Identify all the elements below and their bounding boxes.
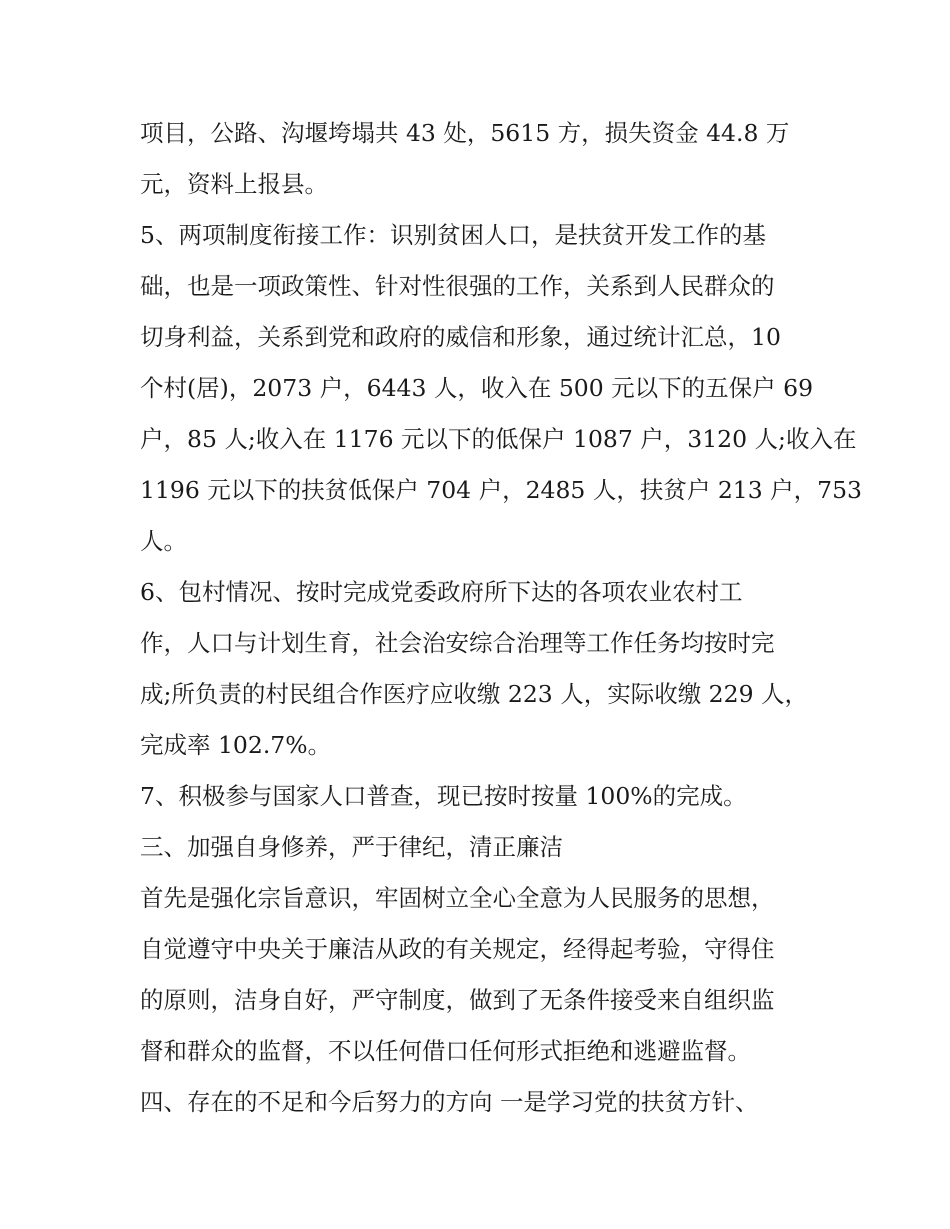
text-line: 首先是强化宗旨意识，牢固树立全心全意为人民服务的思想，	[140, 884, 775, 912]
text-line: 人。	[140, 527, 187, 555]
section-heading: 三、加强自身修养，严于律纪，清正廉洁	[140, 833, 563, 861]
text-line: 元，资料上报县。	[140, 170, 328, 198]
text-line: 项目，公路、沟堰垮塌共 43 处，5615 方，损失资金 44.8 万	[140, 119, 790, 147]
text-line: 督和群众的监督，不以任何借口任何形式拒绝和逃避监督。	[140, 1037, 751, 1065]
text-line: 完成率 102.7%。	[140, 731, 332, 759]
text-line: 个村(居)，2073 户，6443 人，收入在 500 元以下的五保户 69	[140, 374, 814, 402]
text-line: 作，人口与计划生育，社会治安综合治理等工作任务均按时完	[140, 629, 775, 657]
document-body	[140, 108, 862, 1128]
text-line: 5、两项制度衔接工作：识别贫困人口，是扶贫开发工作的基	[140, 221, 766, 249]
text-line: 6、包村情况、按时完成党委政府所下达的各项农业农村工	[140, 578, 743, 606]
text-line: 础，也是一项政策性、针对性很强的工作，关系到人民群众的	[140, 272, 775, 300]
text-line: 自觉遵守中央关于廉洁从政的有关规定，经得起考验，守得住	[140, 935, 775, 963]
text-line: 成;所负责的村民组合作医疗应收缴 223 人，实际收缴 229 人，	[140, 680, 809, 708]
text-line: 7、积极参与国家人口普查，现已按时按量 100%的完成。	[140, 782, 747, 810]
text-line: 切身利益，关系到党和政府的威信和形象，通过统计汇总，10	[140, 323, 781, 351]
text-line: 1196 元以下的扶贫低保户 704 户，2485 人，扶贫户 213 户，753	[140, 476, 862, 504]
text-line: 四、存在的不足和今后努力的方向 一是学习党的扶贫方针、	[140, 1088, 759, 1116]
text-line: 户，85 人;收入在 1176 元以下的低保户 1087 户，3120 人;收入在	[140, 425, 857, 453]
text-line: 的原则，洁身自好，严守制度，做到了无条件接受来自组织监	[140, 986, 775, 1014]
